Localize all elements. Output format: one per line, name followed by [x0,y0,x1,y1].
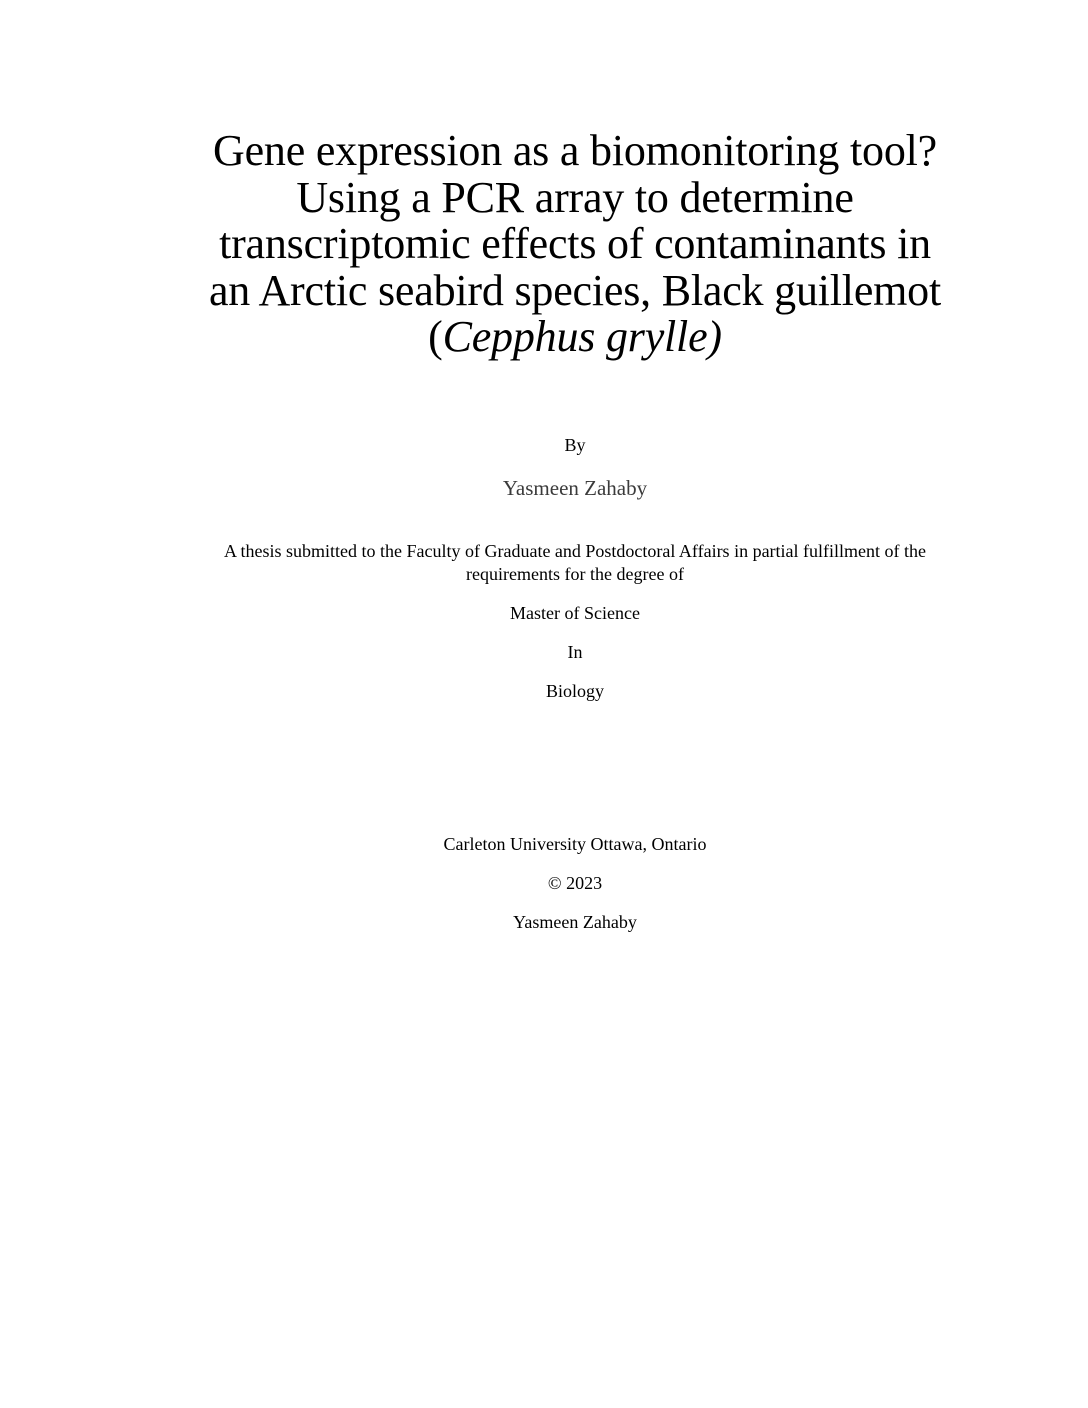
thesis-title [100,128,1050,361]
title-line-2: Using a PCR array to determine [296,172,854,222]
copyright-year: © 2023 [547,873,603,893]
title-line-4: an Arctic seabird species, Black guillemot [208,265,942,315]
field-of-study: Biology [545,681,604,701]
by-label: By [564,435,586,455]
submission-line-2: requirements for the degree of [466,564,684,584]
copyright-holder: Yasmeen Zahaby [513,912,637,932]
in-label: In [567,642,583,662]
species-name: Cepphus grylle) [442,312,722,361]
university-location: Carleton University Ottawa, Ontario [443,834,707,854]
author-name: Yasmeen Zahaby [502,476,648,500]
degree-name: Master of Science [510,603,640,623]
submission-statement [100,540,1050,586]
title-line-3: transcriptomic effects of contaminants in [219,219,931,268]
title-line-1: Gene expression as a biomonitoring tool? [213,126,937,175]
title-open-paren: ( [428,312,443,361]
submission-line-1: A thesis submitted to the Faculty of Graduate and Postdoctoral Affairs in partial fulfillment of the [223,541,927,561]
title-line-5 [100,314,1050,361]
